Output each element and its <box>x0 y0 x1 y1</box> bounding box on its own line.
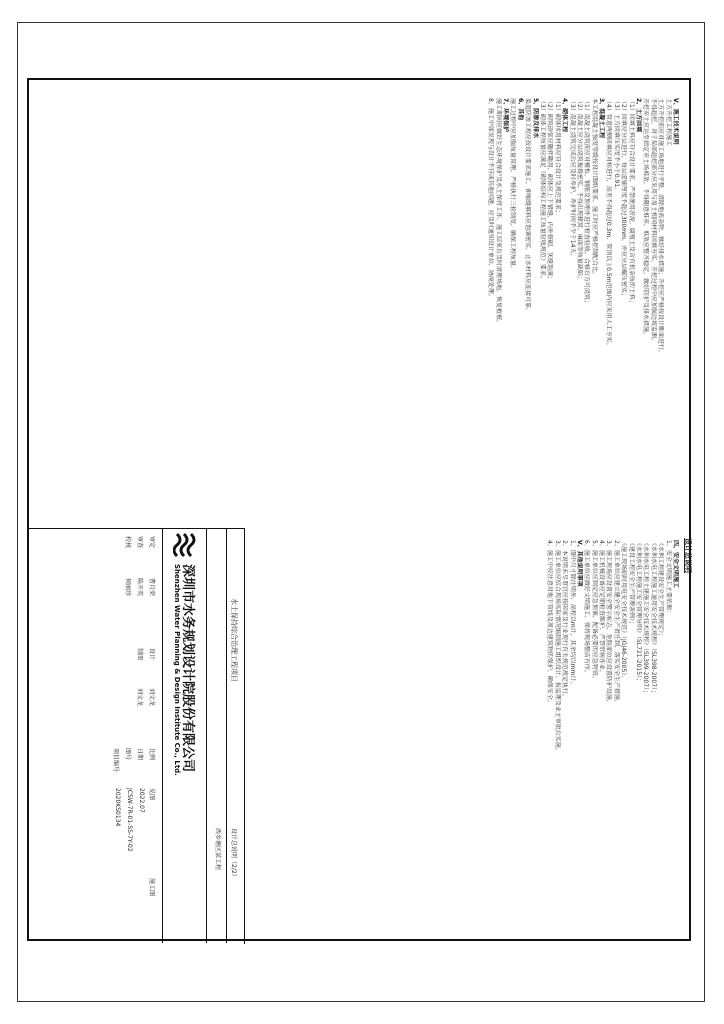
right-note-line: 1、安全文明施工主要依据： <box>664 540 672 616</box>
left-note-line: 本工程混凝土强度等级按设计图纸要求，施工时应严格控制配合比。 <box>590 98 598 279</box>
right-note-line: 4、施工机械设备应定期检查维护，严禁带病作业。 <box>598 540 606 676</box>
company-logo-icon <box>173 532 199 558</box>
left-note-line: （3）土方回填压实度不小于0.91。 <box>612 98 620 194</box>
right-notes-column <box>546 540 679 754</box>
right-note-line: 四、安全文明施工 <box>672 540 679 589</box>
left-note-line: （3）混凝土浇筑完成后应及时养护，养护时间不少于14天。 <box>568 98 576 260</box>
left-note-line: 3、混凝土工程 <box>598 98 606 139</box>
company-logo-block <box>165 528 205 943</box>
role-design: 设计 <box>148 648 155 661</box>
drawing-frame <box>27 78 691 941</box>
left-note-line: 8、施工中如发现与设计不符或其他问题，应及时通知设计单位，协商处理。 <box>487 98 495 300</box>
value-scale: 见图 <box>148 788 155 801</box>
value-stage: 施工图 <box>148 878 155 897</box>
right-note-line: 《水利工程建设安全生产管理规定》； <box>657 540 665 640</box>
left-note-line: （1）砌体所用材料应符合设计及规范要求； <box>553 98 561 216</box>
label-date: 日期 <box>136 748 143 761</box>
left-note-line: 土方开挖工程施工 <box>664 98 672 147</box>
value-drawing-no: JCSW-7R-01-SS-7Y-02 <box>126 788 133 852</box>
left-note-line: （1）回填土料应符合设计要求，严禁使用淤泥、腐殖土及含有机杂质的土料； <box>627 98 635 306</box>
role-review: 审查 <box>136 536 143 549</box>
name-design: 刘文龙 <box>148 688 155 707</box>
left-note-line: 开挖弃土应运至指定弃土场堆放，不得随意堆弃，堆放应整齐稳定，做好防护及排水措施。 <box>642 98 650 339</box>
right-note-line: 2、施工单位应建立健全安全生产责任制，落实安全生产措施。 <box>612 540 620 706</box>
left-note-line: 渠道防渗工程应按设计要求施工，伸缩缝填料应饱满密实，止水材料应连接可靠。 <box>524 98 532 315</box>
drawing-area: 西乡塘区某工程 <box>214 828 221 871</box>
right-note-line: 《建设工程安全生产管理条例》； <box>627 540 635 628</box>
left-note-line: 施工过程中应加强质量管理，严格执行三检制度，确保工程质量。 <box>509 98 517 273</box>
right-note-line: 《水利水电工程土建施工安全技术规程》（SL399-2007）； <box>642 540 650 697</box>
left-note-line: （2）砌筑砂浆应随拌随用，砌体应上下错缝，内外搭砌，灰缝饱满； <box>546 98 554 282</box>
left-note-line: 5、防渗及排水 <box>531 98 539 139</box>
label-project-no: 项目编号 <box>112 748 119 773</box>
company-name-en: Shenzhen Water Planning & Design Institute Co., Ltd. <box>173 564 181 776</box>
right-note-line: 2、本说明未尽事宜应按国家及行业现行有关规范规定执行。 <box>561 540 569 700</box>
right-note-line: 《水利水电工程施工安全管理导则》（SL721-2015）； <box>635 540 643 685</box>
role-draw: 制图 <box>136 648 143 661</box>
left-note-line: 7、环境保护 <box>502 98 510 133</box>
left-note-line: 土方开挖前应对施工场地进行平整，清除地表杂物，做好排水措施；开挖应严格按设计断面进行， <box>657 98 665 357</box>
label-scale: 比例 <box>148 748 155 761</box>
name-check: 何丽珍 <box>124 578 131 597</box>
left-note-line: （3）砌体工程质量应满足《砌体结构工程施工质量验收规范》要求。 <box>538 98 546 282</box>
notes-title: 设计总说明 <box>684 538 692 573</box>
right-note-line: 《施工现场临时用电安全技术规范》（JGJ46-2005）。 <box>620 540 628 682</box>
left-note-line: 不得超挖，对于局部超挖部分应采用与原土相同材料回填夯实，开挖过程中应加强边坡监测。 <box>649 98 657 345</box>
left-note-line: （4）管道两侧回填应对称进行，高差不得超过0.3m，管顶以上0.5m范围内应采用人工夯实。 <box>605 98 613 349</box>
left-note-line: （1）混凝土浇筑前应对模板、钢筋及预埋件进行检查验收，合格后方可浇筑； <box>583 98 591 306</box>
left-note-line: V、施工技术说明 <box>672 98 679 145</box>
label-drawing-no: 图号 <box>124 748 131 761</box>
project-name: 水土保持综合治理工程项目 <box>230 598 238 682</box>
name-approve: 曹月荣 <box>148 578 155 597</box>
role-approve: 审定 <box>148 536 155 549</box>
value-project-no: 2020KS0134 <box>114 788 121 827</box>
name-review: 陈开英 <box>136 578 143 597</box>
left-note-line: 4、砌体工程 <box>561 98 569 133</box>
role-check: 校核 <box>124 536 131 549</box>
right-note-line: 3、施工现场应设置安全警示标志，危险部位应设置防护设施。 <box>605 540 613 706</box>
left-note-line: （2）回填应分层进行，每层虚铺厚度不超过300mm，并应分层碾压密实； <box>620 98 628 299</box>
left-note-line: 6、其他 <box>516 98 524 121</box>
right-note-line: 5、施工单位应制定应急预案，配备必要的应急物资。 <box>590 540 598 682</box>
rotated-content <box>29 80 693 943</box>
right-note-line: 《水利水电工程施工通用安全技术规程》（SL398-2007）； <box>649 540 657 697</box>
left-note-line: 2、土方回填 <box>635 98 643 133</box>
name-draw: 刘文龙 <box>136 688 143 707</box>
right-note-line: 4、施工中应注意对地下管线及周边建筑物的保护，确保安全。 <box>546 540 554 706</box>
left-note-line: （2）混凝土应分层浇筑振捣密实，不得出现蜂窝、麻面等质量缺陷； <box>575 98 583 282</box>
right-note-line: 6、施工单位应做好文明施工，保持现场整洁有序。 <box>583 540 591 676</box>
company-name: 深圳市水务规划设计院股份有限公司 <box>180 564 195 773</box>
right-note-line: V、其他说明事项 <box>575 540 583 587</box>
right-note-line: 1、图中尺寸除注明外，高程以m计，其余均以mm计。 <box>568 540 576 688</box>
sheet-title: 设计总说明（2/2） <box>230 828 237 880</box>
value-date: 2022.07 <box>138 788 145 813</box>
left-note-line: 施工期间应做好生态环境保护及水土保持工作，施工结束后及时清理场地，恢复植被。 <box>494 98 502 327</box>
right-note-line: 3、施工单位应结合现场实际情况编制施工组织设计，报监理及业主审批后实施。 <box>553 540 561 754</box>
title-block <box>29 528 245 943</box>
